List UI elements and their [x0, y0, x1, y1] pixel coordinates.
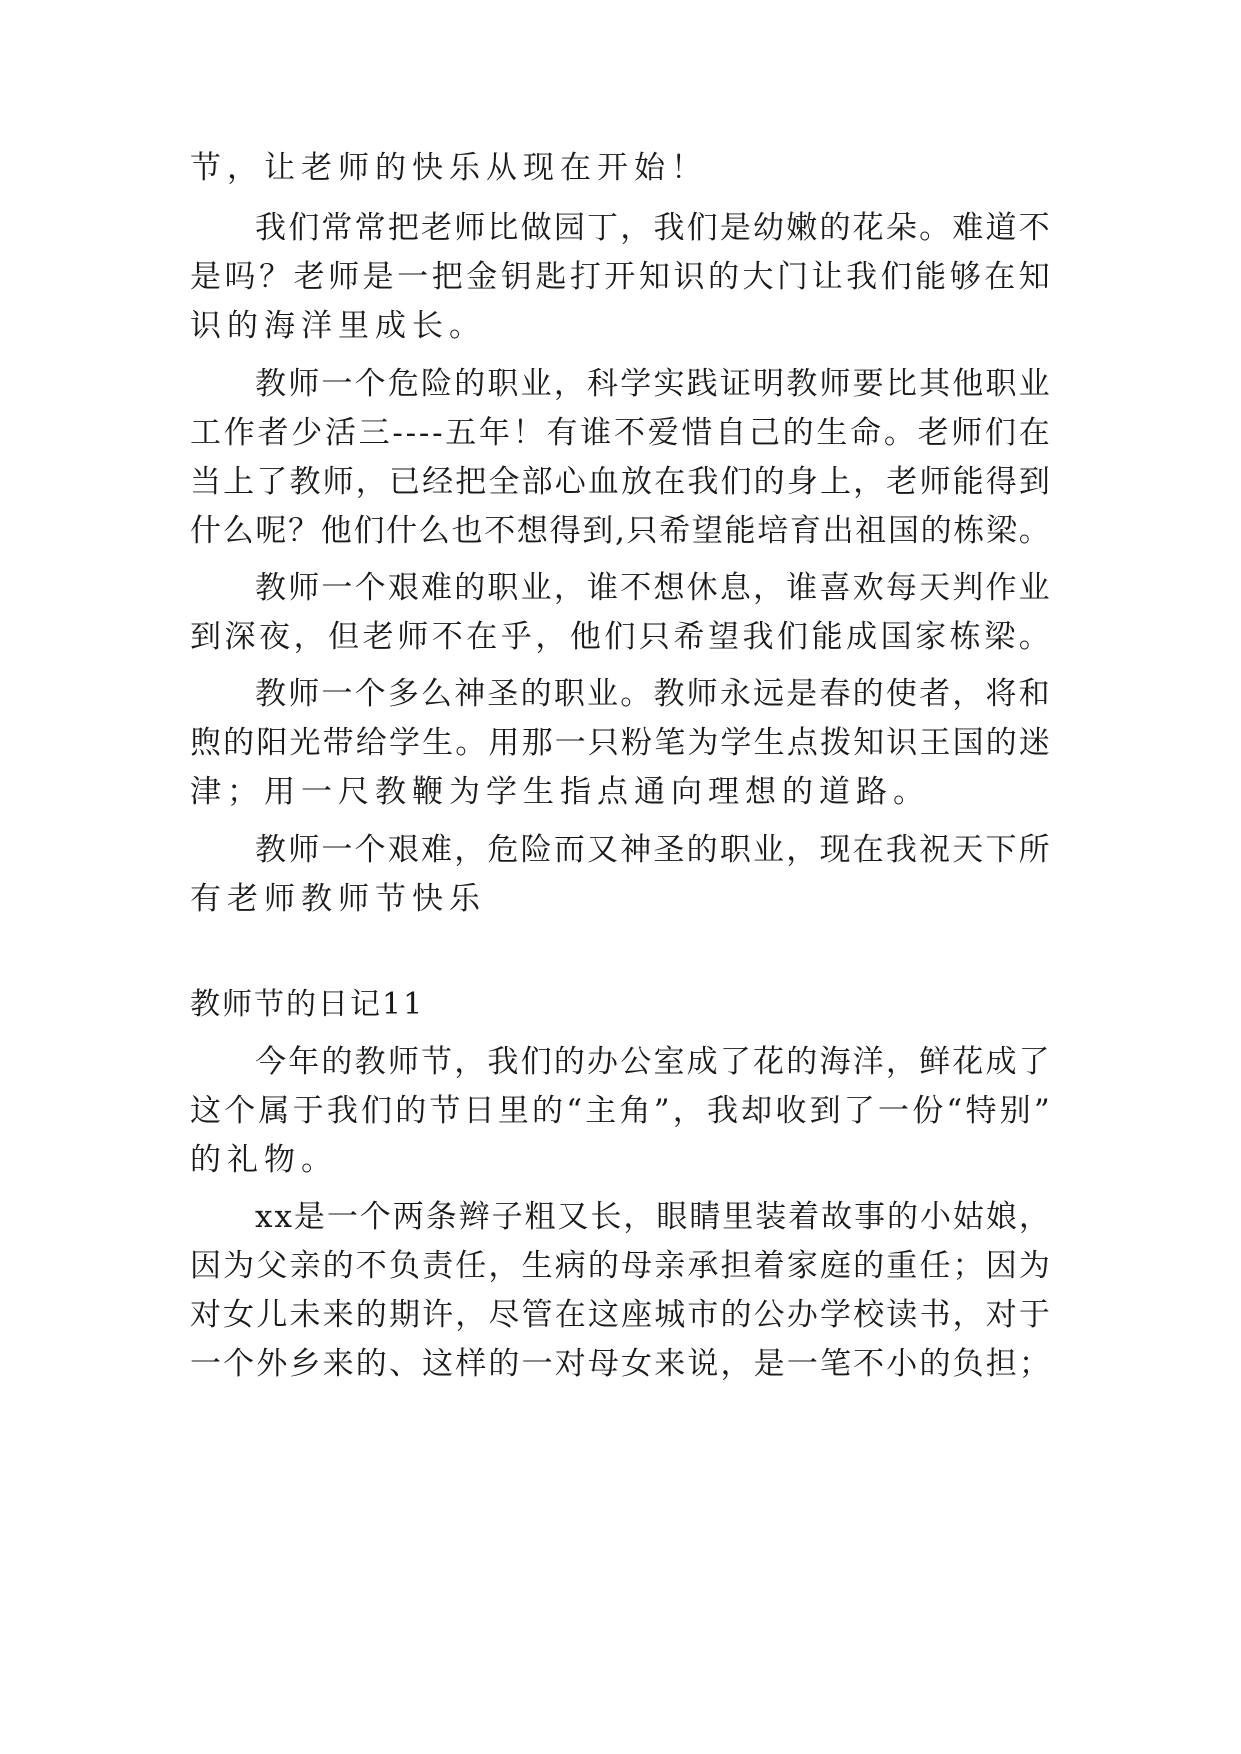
text-line: 教 师 一 个 艰 难 的 职 业 ， 谁 不 想 休 息 ， 谁 喜 欢 每 天 判 作 业: [255, 570, 1050, 606]
text-line: 到 深 夜 ， 但 老 师 不 在 乎 ， 他 们 只 希 望 我 们 能 成 国 家 栋 梁 。: [190, 619, 1050, 655]
text-line: x x 是 一 个 两 条 辫 子 粗 又 长 ， 眼 睛 里 装 着 故 事 的 小 姑 娘 ，: [255, 1199, 1050, 1235]
text-line: 当 上 了 教 师 ， 已 经 把 全 部 心 血 放 在 我 们 的 身 上 ， 老 师 能 得 到: [190, 464, 1050, 500]
text-line: 节，让老师的快乐从现在开始！: [190, 150, 708, 186]
text-line: 今 年 的 教 师 节 ， 我 们 的 办 公 室 成 了 花 的 海 洋 ， 鲜 花 成 了: [255, 1044, 1050, 1080]
text-line: 我 们 常 常 把 老 师 比 做 园 丁 ， 我 们 是 幼 嫩 的 花 朵 。 难 道 不: [255, 210, 1050, 246]
text-line: 对 女 儿 未 来 的 期 许 ， 尽 管 在 这 座 城 市 的 公 办 学 校 读 书 ， 对 于: [190, 1297, 1050, 1333]
text-line: 的礼物。: [190, 1142, 338, 1178]
text-line: 煦 的 阳 光 带 给 学 生 。 用 那 一 只 粉 笔 为 学 生 点 拨 知 识 王 国 的 迷: [190, 725, 1050, 761]
text-line: 什 么 呢 ？ 他 们 什 么 也 不 想 得 到 , 只 希 望 能 培 育 出 祖 国 的 栋 梁 。: [190, 513, 1050, 549]
text-line: 工 作 者 少 活 三 - - - - 五 年 ！ 有 谁 不 爱 惜 自 己 的 生 命 。 老 师 们 在: [190, 415, 1050, 451]
text-line: 教 师 一 个 艰 难 ， 危 险 而 又 神 圣 的 职 业 ， 现 在 我 祝 天 下 所: [255, 832, 1050, 868]
text-line: 有老师教师节快乐: [190, 881, 486, 917]
text-line: 一 个 外 乡 来 的 、 这 样 的 一 对 母 女 来 说 ， 是 一 笔 不 小 的 负 担 ；: [190, 1346, 1050, 1382]
section-heading: 教师节的日记11: [190, 987, 425, 1022]
text-line: 因 为 父 亲 的 不 负 责 任 ， 生 病 的 母 亲 承 担 着 家 庭 的 重 任 ； 因 为: [190, 1248, 1050, 1284]
text-line: 识的海洋里成长。: [190, 308, 486, 344]
text-line: 教 师 一 个 多 么 神 圣 的 职 业 。 教 师 永 远 是 春 的 使 者 ， 将 和: [255, 676, 1050, 712]
text-line: 这 个 属 于 我 们 的 节 日 里 的 “ 主 角 ” ， 我 却 收 到 了 一 份 “ 特 别 ”: [190, 1093, 1050, 1129]
text-line: 是 吗 ？ 老 师 是 一 把 金 钥 匙 打 开 知 识 的 大 门 让 我 们 能 够 在 知: [190, 259, 1050, 295]
text-line: 教 师 一 个 危 险 的 职 业 ， 科 学 实 践 证 明 教 师 要 比 其 他 职 业: [255, 366, 1050, 402]
text-line: 津；用一尺教鞭为学生指点通向理想的道路。: [190, 774, 930, 810]
